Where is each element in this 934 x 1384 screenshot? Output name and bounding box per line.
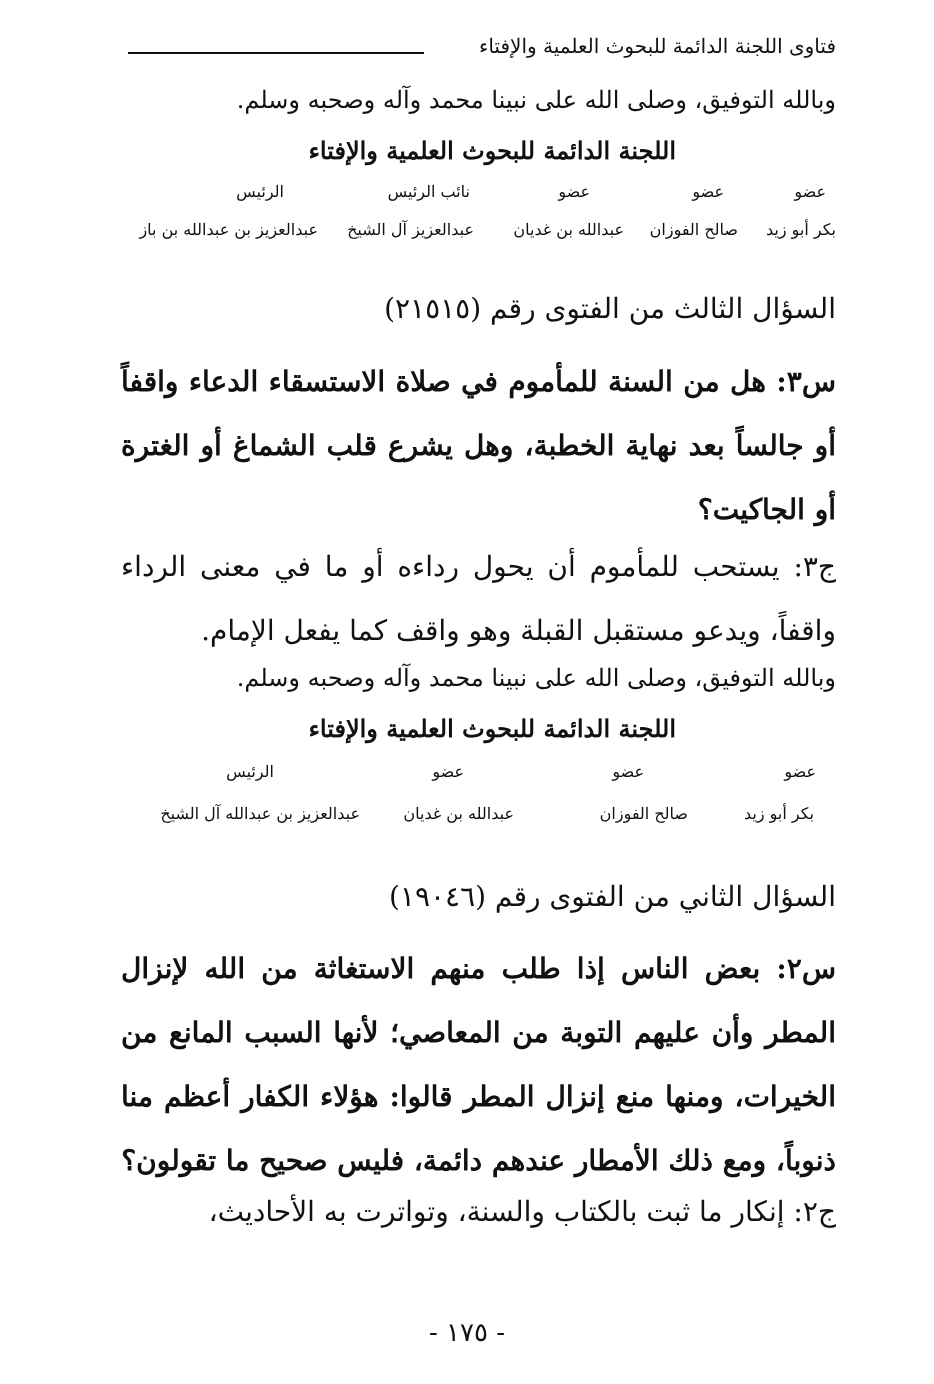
- header-rule: [128, 52, 424, 54]
- signatory-role: عضو: [692, 182, 724, 201]
- signatory-name: صالح الفوزان: [599, 804, 688, 823]
- question-text: س٢: بعض الناس إذا طلب منهم الاستغاثة من الله لإنزال المطر وأن عليهم التوبة من المعاصي؛ لأنها السبب المانع من الخيرات، ومنها منع إنزال المطر قالوا: هؤلاء الكفار أعظم منا ذنوباً، ومع ذلك الأمطار عندهم دائمة، فليس صحيح ما تقولون؟: [121, 952, 836, 1177]
- answer-text: ج٣: يستحب للمأموم أن يحول رداءه أو ما في معنى الرداء واقفاً، ويدعو مستقبل القبلة وهو واقف كما يفعل الإمام.: [121, 550, 836, 647]
- signatory-role: عضو: [612, 762, 644, 781]
- signatory-name: بكر أبو زيد: [743, 804, 814, 823]
- section-title: السؤال الثالث من الفتوى رقم (٢١٥١٥): [384, 292, 836, 325]
- signatory-role: عضو: [794, 182, 826, 201]
- signatory-name: عبدالعزيز بن عبدالله بن باز: [139, 220, 318, 239]
- signatory-role: نائب الرئيس: [387, 182, 470, 201]
- closing-text: وبالله التوفيق، وصلى الله على نبينا محمد وآله وصحبه وسلم.: [236, 664, 836, 692]
- section-title: السؤال الثاني من الفتوى رقم (١٩٠٤٦): [388, 880, 836, 913]
- signatories: [0, 182, 934, 242]
- signatory-name: بكر أبو زيد: [765, 220, 836, 239]
- signatory-role: عضو: [432, 762, 464, 781]
- signatory-role: عضو: [784, 762, 816, 781]
- signatories: [0, 762, 934, 822]
- header-title: فتاوى اللجنة الدائمة للبحوث العلمية والإفتاء: [478, 34, 836, 58]
- signatory-name: صالح الفوزان: [649, 220, 738, 239]
- signatory-role: الرئيس: [236, 182, 284, 201]
- committee-name: اللجنة الدائمة للبحوث العلمية والإفتاء: [308, 714, 676, 743]
- signatory-role: الرئيس: [226, 762, 274, 781]
- signatory-name: عبدالعزيز بن عبدالله آل الشيخ: [160, 804, 360, 823]
- answer-text: ج٢: إنكار ما ثبت بالكتاب والسنة، وتواترت به الأحاديث،: [208, 1195, 836, 1228]
- committee-name: اللجنة الدائمة للبحوث العلمية والإفتاء: [308, 136, 676, 165]
- signatory-name: عبدالعزيز آل الشيخ: [347, 220, 474, 239]
- signatory-name: عبدالله بن غديان: [403, 804, 514, 823]
- running-header: [128, 30, 836, 66]
- closing-text: وبالله التوفيق، وصلى الله على نبينا محمد وآله وصحبه وسلم.: [236, 86, 836, 114]
- signatory-role: عضو: [558, 182, 590, 201]
- page-number: - ١٧٥ -: [428, 1318, 506, 1348]
- signatory-name: عبدالله بن غديان: [513, 220, 624, 239]
- question-text: س٣: هل من السنة للمأموم في صلاة الاستسقاء الدعاء واقفاً أو جالساً بعد نهاية الخطبة، وهل يشرع قلب الشماغ أو الغترة أو الجاكيت؟: [121, 365, 836, 526]
